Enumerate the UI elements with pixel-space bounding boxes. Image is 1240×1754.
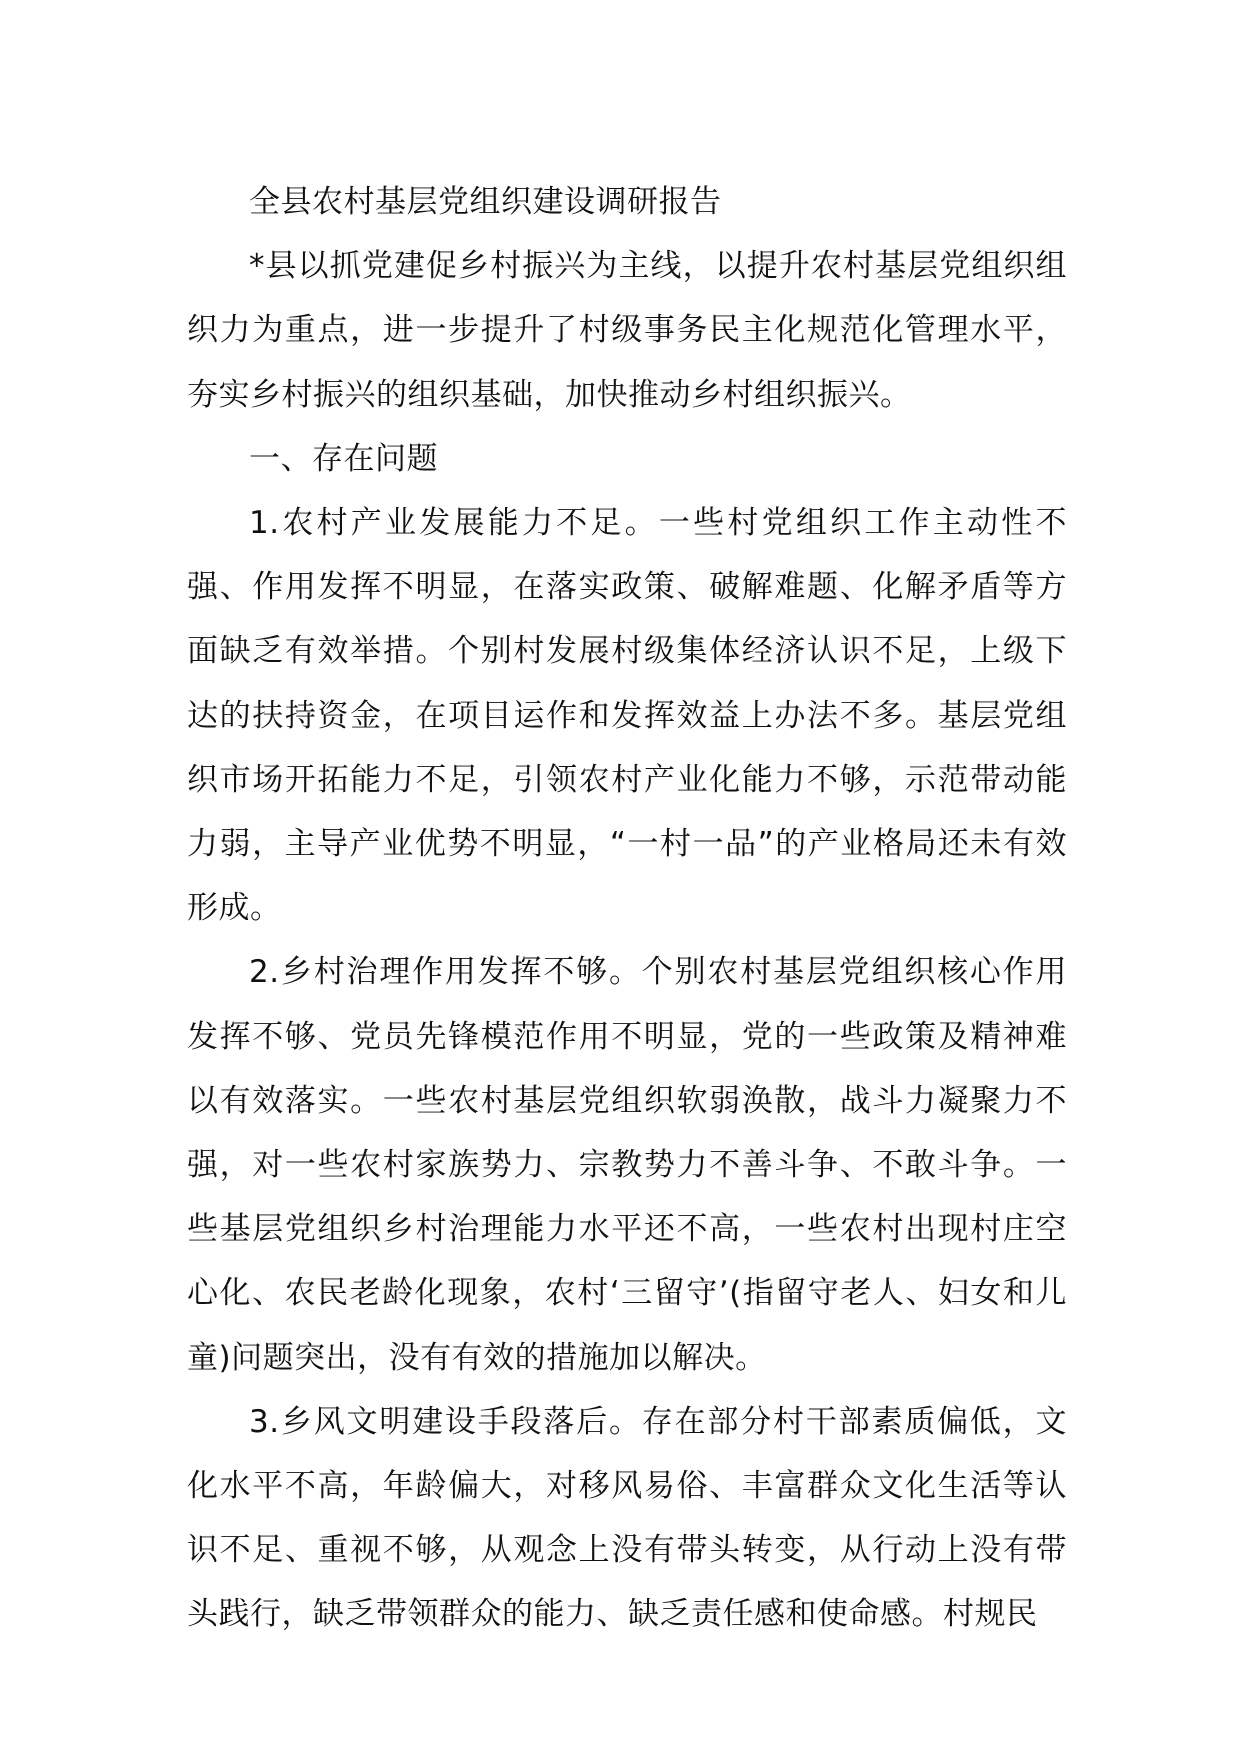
body-paragraph: 2.乡村治理作用发挥不够。个别农村基层党组织核心作用发挥不够、党员先锋模范作用不明显，党的一些政策及精神难以有效落实。一些农村基层党组织软弱涣散，战斗力凝聚力不强，对一些农村家族势力、宗教势力不善斗争、不敢斗争。一些基层党组织乡村治理能力水平还不高，一些农村出现村庄空心化、农民老龄化现象，农村‘三留守’(指留守老人、妇女和儿童)问题突出，没有有效的措施加以解决。: [187, 954, 1067, 1376]
document-title: 全县农村基层党组织建设调研报告: [249, 184, 722, 220]
body-paragraph: 3.乡风文明建设手段落后。存在部分村干部素质偏低，文化水平不高，年龄偏大，对移风易俗、丰富群众文化生活等认识不足、重视不够，从观念上没有带头转变，从行动上没有带头践行，缺乏带领群众的能力、缺乏责任感和使命感。村规民: [187, 1403, 1067, 1633]
section-heading: 一、存在问题: [249, 440, 438, 477]
body-paragraph: 1.农村产业发展能力不足。一些村党组织工作主动性不强、作用发挥不明显，在落实政策、破解难题、化解矛盾等方面缺乏有效举措。个别村发展村级集体经济认识不足，上级下达的扶持资金，在项目运作和发挥效益上办法不多。基层党组织市场开拓能力不足，引领农村产业化能力不够，示范带动能力弱，主导产业优势不明显，“一村一品”的产业格局还未有效形成。: [187, 505, 1067, 927]
intro-paragraph: *县以抓党建促乡村振兴为主线，以提升农村基层党组织组织力为重点，进一步提升了村级事务民主化规范化管理水平，夯实乡村振兴的组织基础，加快推动乡村组织振兴。: [187, 248, 1067, 413]
document-body: [187, 170, 1067, 1647]
